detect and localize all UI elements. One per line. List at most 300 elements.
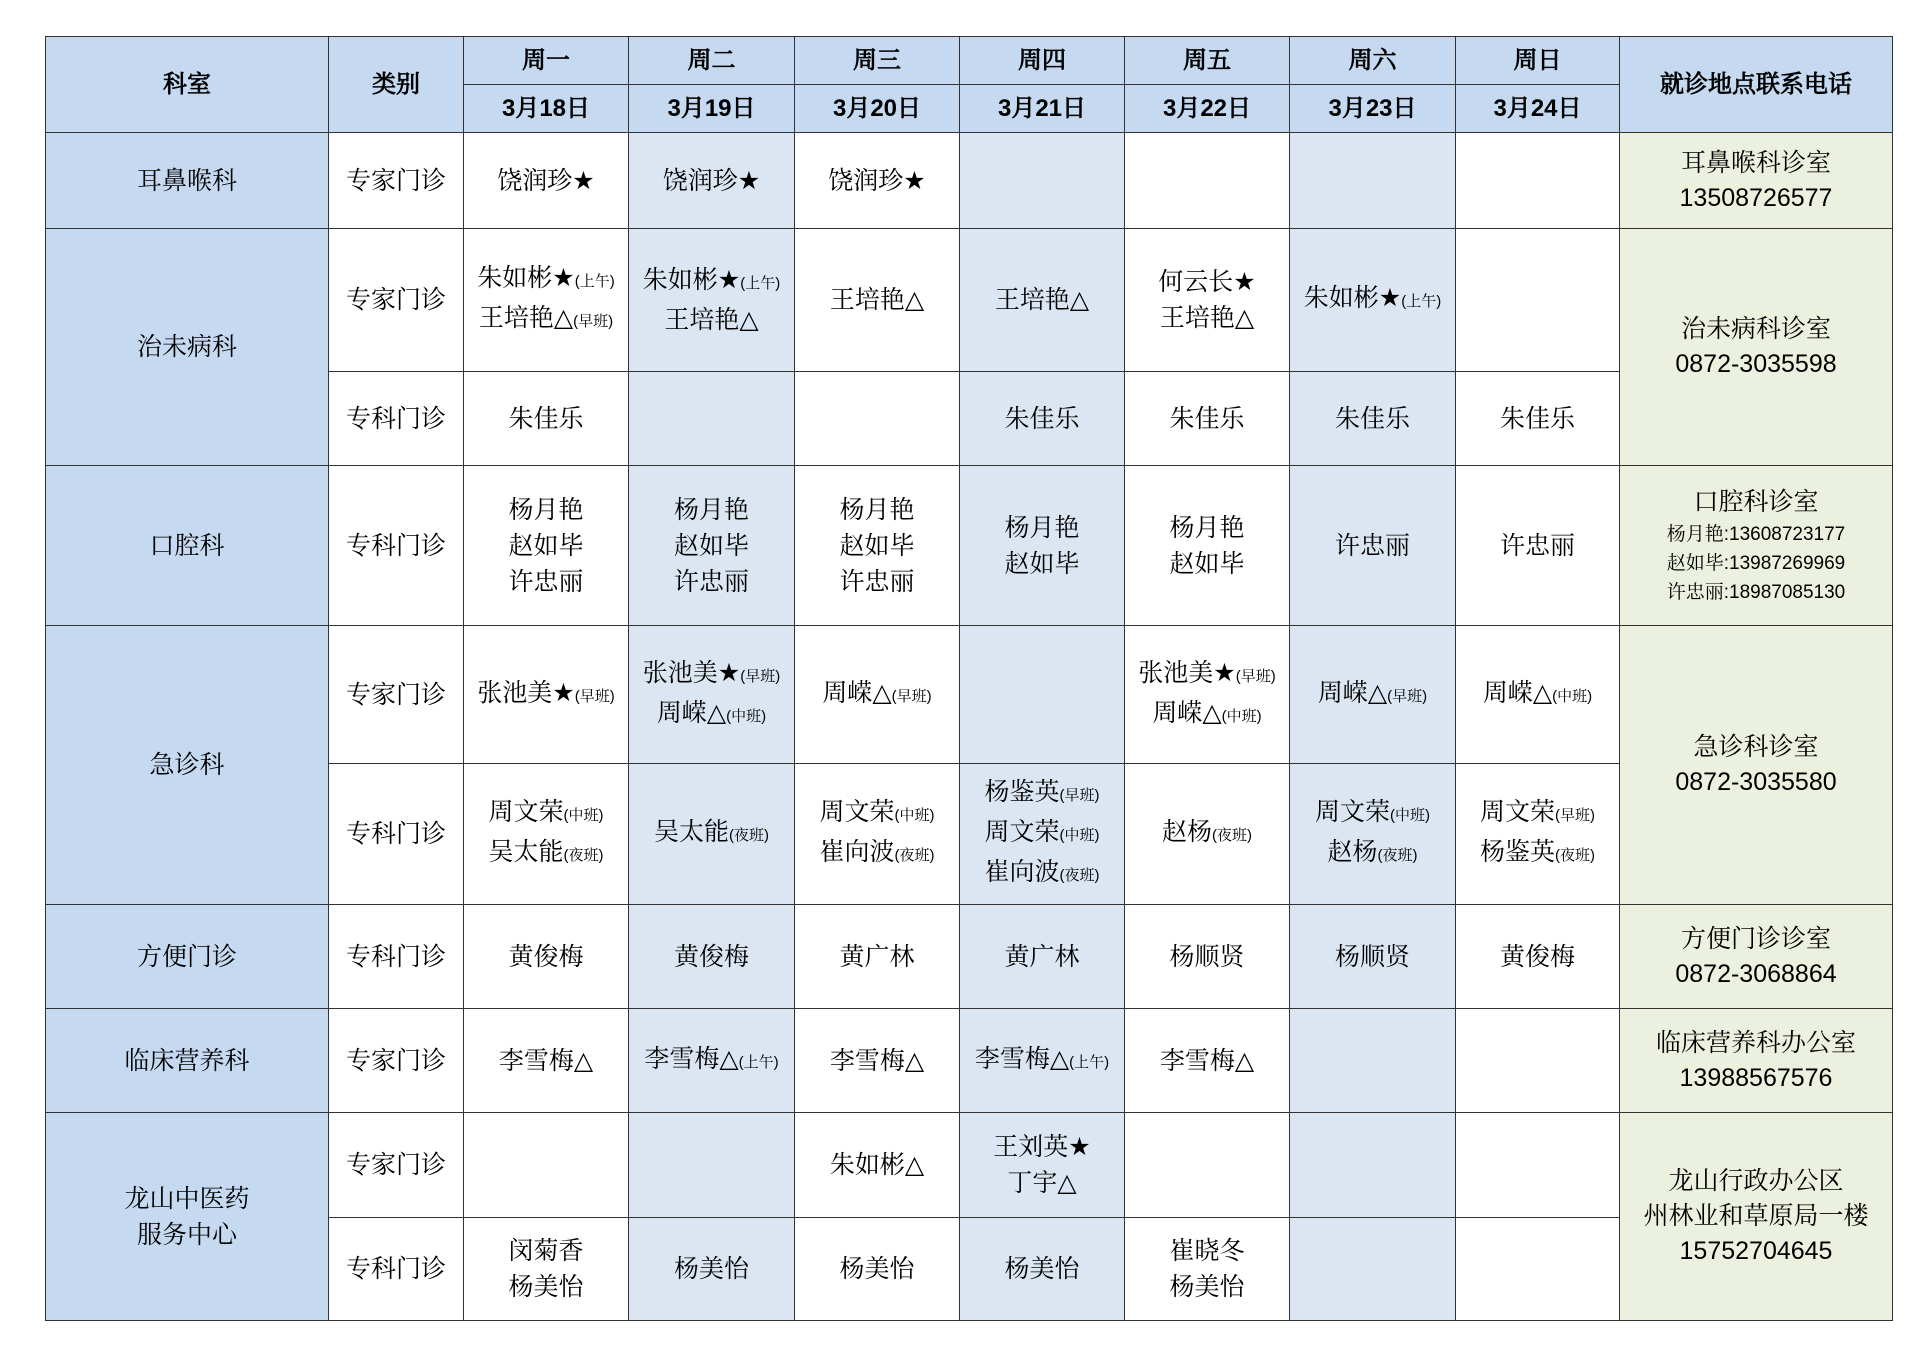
schedule-cell: [1125, 1009, 1290, 1113]
doctor-name: 朱如彬★: [1303, 284, 1402, 312]
doctor-entry: [674, 564, 749, 600]
schedule-cell: [960, 905, 1125, 1009]
schedule-cell: [1456, 626, 1620, 764]
doctor-name: 饶润珍★: [828, 166, 926, 195]
doctor-name: 张池美★: [477, 678, 575, 707]
doctor-entry: [508, 401, 583, 437]
doctor-entry: [1162, 814, 1252, 854]
shift-note: (上午): [738, 1053, 779, 1071]
department-name-line: 龙山中医药: [124, 1184, 250, 1213]
doctor-name: 李雪梅△: [829, 1046, 925, 1075]
doctor-entry: [984, 814, 1099, 854]
doctor-name: 崔晓冬: [1169, 1237, 1245, 1265]
schedule-cell: [629, 372, 795, 466]
department-name: [46, 1113, 329, 1321]
doctor-name: 杨鉴英: [1479, 838, 1555, 866]
doctor-name: 杨美怡: [1169, 1273, 1245, 1301]
schedule-cell: [1290, 133, 1456, 229]
doctor-entry: [674, 939, 749, 975]
header-category: 类别: [329, 37, 464, 133]
doctor-name: 周嵘△: [822, 678, 892, 707]
schedule-cell: [960, 466, 1125, 626]
schedule-cell: [1456, 133, 1620, 229]
contact-info: [1620, 905, 1893, 1009]
contact-phone: 许忠丽:18987085130: [1666, 581, 1846, 603]
doctor-name: 黄俊梅: [673, 942, 749, 971]
doctor-name: 周嵘△: [1152, 698, 1222, 727]
schedule-cell: [960, 1113, 1125, 1218]
contact-info: [1620, 1009, 1893, 1113]
schedule-cell: [1125, 466, 1290, 626]
contact-phone: 赵如毕:13987269969: [1666, 552, 1846, 574]
doctor-name: 杨月艳: [839, 495, 915, 524]
doctor-name: 杨美怡: [508, 1273, 584, 1301]
schedule-cell: [629, 1113, 795, 1218]
header-date: 3月22日: [1125, 85, 1290, 133]
doctor-name: 杨月艳: [1004, 513, 1080, 542]
doctor-name: 王培艳△: [829, 286, 925, 314]
doctor-entry: [1158, 264, 1255, 300]
schedule-cell: [1456, 466, 1620, 626]
doctor-entry: [1169, 1269, 1244, 1305]
schedule-cell: [1456, 1218, 1620, 1321]
category-label: 专家门诊: [329, 626, 464, 764]
doctor-entry: [1318, 675, 1427, 715]
contact-info: [1620, 1113, 1893, 1321]
doctor-name: 杨顺贤: [1334, 942, 1410, 971]
doctor-entry: [1169, 939, 1244, 975]
schedule-cell: [1456, 1113, 1620, 1218]
doctor-entry: [479, 300, 613, 340]
header-day: 周四: [960, 37, 1125, 85]
doctor-entry: [508, 564, 583, 600]
schedule-cell: [960, 1009, 1125, 1113]
shift-note: (早班): [740, 667, 781, 685]
shift-note: (夜班): [1555, 847, 1595, 864]
header-department: 科室: [46, 37, 329, 133]
doctor-name: 杨月艳: [673, 495, 749, 524]
doctor-entry: [995, 282, 1089, 318]
doctor-name: 朱佳乐: [1499, 404, 1575, 433]
schedule-cell: [464, 372, 629, 466]
header-date: 3月18日: [464, 85, 629, 133]
schedule-cell: [795, 1009, 960, 1113]
category-label: 专科门诊: [329, 905, 464, 1009]
schedule-cell: [795, 372, 960, 466]
schedule-cell: [629, 1218, 795, 1321]
doctor-entry: [1483, 675, 1592, 715]
schedule-cell: [960, 133, 1125, 229]
doctor-entry: [1500, 528, 1575, 564]
contact-place: 耳鼻喉科诊室: [1680, 148, 1831, 177]
doctor-name: 黄俊梅: [508, 942, 584, 971]
header-day: 周六: [1290, 37, 1456, 85]
doctor-entry: [1335, 528, 1410, 564]
doctor-name: 饶润珍★: [662, 166, 761, 195]
doctor-name: 黄俊梅: [1499, 942, 1575, 971]
doctor-name: 朱如彬★: [642, 266, 741, 294]
doctor-entry: [1304, 280, 1441, 320]
doctor-entry: [499, 1043, 593, 1079]
header-date: 3月23日: [1290, 85, 1456, 133]
contact-info: [1620, 466, 1893, 626]
doctor-entry: [657, 695, 766, 735]
doctor-name: 周文荣: [488, 798, 564, 826]
doctor-entry: [508, 492, 583, 528]
doctor-name: 李雪梅△: [974, 1044, 1070, 1073]
doctor-name: 崔向波: [819, 838, 895, 866]
category-label: 专科门诊: [329, 764, 464, 905]
schedule-cell: [1125, 1113, 1290, 1218]
schedule-cell: [795, 133, 960, 229]
doctor-name: 王培艳△: [1159, 304, 1255, 332]
doctor-name: 李雪梅△: [644, 1044, 739, 1073]
contact-info: [1620, 133, 1893, 229]
doctor-entry: [839, 528, 914, 564]
header-date: 3月24日: [1456, 85, 1620, 133]
schedule-cell: [464, 1113, 629, 1218]
doctor-entry: [674, 1251, 749, 1287]
shift-note: (早班): [573, 313, 614, 330]
header-contact: 就诊地点联系电话: [1620, 37, 1893, 133]
header-day: 周五: [1125, 37, 1290, 85]
doctor-entry: [828, 163, 925, 199]
header-day: 周二: [629, 37, 795, 85]
doctor-entry: [1160, 300, 1254, 336]
doctor-name: 赵如毕: [1004, 549, 1080, 578]
contact-place: 方便门诊诊室: [1680, 924, 1831, 953]
doctor-entry: [1007, 1165, 1076, 1201]
department-name: [46, 133, 329, 229]
category-label: 专家门诊: [329, 229, 464, 372]
shift-note: (中班): [1390, 807, 1430, 824]
contact-phone: 13988567576: [1679, 1063, 1833, 1092]
doctor-entry: [508, 528, 583, 564]
shift-note: (早班): [574, 687, 615, 705]
schedule-cell: [629, 1009, 795, 1113]
shift-note: (中班): [1059, 827, 1100, 844]
schedule-cell: [795, 1113, 960, 1218]
doctor-entry: [1004, 401, 1079, 437]
doctor-entry: [1169, 1233, 1244, 1269]
category-label: 专科门诊: [329, 466, 464, 626]
doctor-name: 吴太能: [488, 838, 564, 866]
shift-note: (中班): [1552, 687, 1593, 705]
schedule-cell: [1125, 764, 1290, 905]
doctor-name: 朱佳乐: [1334, 404, 1410, 433]
schedule-cell: [464, 764, 629, 905]
doctor-name: 张池美★: [1138, 658, 1236, 687]
doctor-entry: [984, 854, 1099, 894]
doctor-name: 黄广林: [1004, 942, 1080, 971]
shift-note: (中班): [726, 707, 767, 725]
schedule-cell: [1456, 372, 1620, 466]
schedule-cell: [1125, 372, 1290, 466]
doctor-entry: [839, 564, 914, 600]
doctor-name: 王刘英★: [993, 1133, 1091, 1161]
doctor-name: 杨月艳: [1169, 513, 1245, 542]
department-name-line: 方便门诊: [136, 942, 237, 971]
schedule-cell: [960, 372, 1125, 466]
schedule-cell: [629, 905, 795, 1009]
category-label: 专科门诊: [329, 372, 464, 466]
doctor-name: 王培艳△: [994, 286, 1090, 314]
doctor-name: 杨美怡: [839, 1255, 915, 1283]
shift-note: (早班): [1059, 787, 1100, 804]
doctor-name: 朱佳乐: [1169, 404, 1245, 433]
department-name: [46, 229, 329, 466]
shift-note: (早班): [891, 687, 932, 705]
schedule-cell: [1290, 1009, 1456, 1113]
doctor-entry: [654, 814, 769, 854]
schedule-cell: [464, 905, 629, 1009]
schedule-cell: [1290, 466, 1456, 626]
schedule-cell: [1290, 905, 1456, 1009]
doctor-name: 李雪梅△: [1159, 1046, 1255, 1075]
shift-note: (中班): [894, 807, 935, 824]
doctor-name: 吴太能: [653, 818, 729, 846]
doctor-entry: [488, 834, 603, 874]
schedule-cell: [1290, 626, 1456, 764]
schedule-cell: [464, 466, 629, 626]
doctor-name: 许忠丽: [1334, 531, 1410, 560]
category-label: 专家门诊: [329, 133, 464, 229]
doctor-entry: [477, 260, 614, 300]
shift-note: (夜班): [1212, 827, 1252, 844]
doctor-entry: [1169, 546, 1244, 582]
doctor-entry: [1152, 695, 1261, 735]
schedule-cell: [464, 133, 629, 229]
department-name-line: 耳鼻喉科: [136, 166, 237, 195]
doctor-name: 朱如彬△: [829, 1151, 925, 1179]
contact-phone: 13508726577: [1679, 183, 1833, 212]
schedule-cell: [1290, 229, 1456, 372]
doctor-entry: [984, 774, 1099, 814]
doctor-name: 杨月艳: [508, 495, 584, 524]
schedule-cell: [629, 466, 795, 626]
department-name-line: 急诊科: [149, 751, 225, 779]
header-date: 3月21日: [960, 85, 1125, 133]
doctor-name: 杨顺贤: [1169, 942, 1245, 971]
schedule-cell: [795, 905, 960, 1009]
shift-note: (夜班): [729, 827, 769, 844]
shift-note: (早班): [1555, 807, 1595, 824]
contact-place: 急诊科诊室: [1693, 733, 1819, 761]
doctor-entry: [508, 939, 583, 975]
department-name: [46, 1009, 329, 1113]
schedule-cell: [1456, 229, 1620, 372]
doctor-name: 杨美怡: [673, 1255, 749, 1283]
doctor-entry: [674, 492, 749, 528]
doctor-entry: [508, 1269, 583, 1305]
doctor-entry: [497, 163, 594, 199]
contact-info: [1620, 229, 1893, 466]
schedule-cell: [1290, 1218, 1456, 1321]
doctor-name: 朱佳乐: [508, 404, 584, 433]
doctor-entry: [839, 1251, 914, 1287]
doctor-entry: [1335, 939, 1410, 975]
doctor-name: 周嵘△: [1482, 678, 1553, 707]
header-day: 周三: [795, 37, 960, 85]
contact-phone: 0872-3035580: [1675, 768, 1837, 796]
doctor-name: 闵菊香: [508, 1237, 584, 1265]
doctor-name: 张池美★: [642, 658, 741, 687]
doctor-entry: [674, 528, 749, 564]
department-name: [46, 626, 329, 905]
header-date: 3月19日: [629, 85, 795, 133]
doctor-entry: [643, 262, 780, 302]
doctor-name: 赵如毕: [673, 531, 749, 560]
doctor-name: 王培艳△: [478, 304, 574, 332]
schedule-cell: [960, 764, 1125, 905]
shift-note: (中班): [1221, 707, 1262, 725]
schedule-cell: [629, 133, 795, 229]
doctor-name: 杨美怡: [1004, 1255, 1080, 1283]
contact-place: 临床营养科办公室: [1655, 1028, 1856, 1057]
schedule-cell: [464, 1218, 629, 1321]
doctor-entry: [1500, 939, 1575, 975]
shift-note: (夜班): [1377, 847, 1418, 864]
shift-note: (夜班): [563, 847, 604, 864]
header-day: 周一: [464, 37, 629, 85]
schedule-cell: [464, 229, 629, 372]
doctor-entry: [830, 1147, 924, 1183]
schedule-cell: [960, 229, 1125, 372]
doctor-name: 赵如毕: [508, 531, 584, 560]
schedule-cell: [795, 229, 960, 372]
doctor-entry: [663, 163, 760, 199]
doctor-entry: [839, 939, 914, 975]
schedule-cell: [795, 1218, 960, 1321]
schedule-cell: [464, 626, 629, 764]
doctor-entry: [822, 675, 931, 715]
department-name-line: 口腔科: [149, 531, 225, 560]
doctor-entry: [1315, 794, 1430, 834]
doctor-name: 许忠丽: [1499, 531, 1575, 560]
doctor-name: 李雪梅△: [498, 1046, 594, 1075]
doctor-entry: [1004, 1251, 1079, 1287]
doctor-entry: [508, 1233, 583, 1269]
doctor-name: 何云长★: [1158, 268, 1256, 296]
doctor-entry: [1004, 510, 1079, 546]
doctor-entry: [1160, 1043, 1254, 1079]
shift-note: (早班): [1387, 687, 1428, 705]
schedule-cell: [795, 626, 960, 764]
contact-phone: 杨月艳:13608723177: [1666, 523, 1846, 545]
schedule-cell: [960, 626, 1125, 764]
doctor-name: 赵杨: [1161, 818, 1212, 846]
shift-note: (上午): [1069, 1053, 1110, 1071]
doctor-name: 周文荣: [1479, 798, 1555, 826]
doctor-entry: [839, 492, 914, 528]
doctor-name: 丁宇△: [1007, 1169, 1077, 1197]
schedule-cell: [795, 466, 960, 626]
contact-phone: 0872-3068864: [1675, 959, 1837, 988]
doctor-entry: [975, 1041, 1109, 1081]
schedule-cell: [1125, 133, 1290, 229]
schedule-cell: [1456, 764, 1620, 905]
doctor-entry: [643, 655, 780, 695]
schedule-cell: [1456, 905, 1620, 1009]
contact-place: 治未病科诊室: [1680, 315, 1831, 343]
doctor-entry: [1327, 834, 1417, 874]
doctor-name: 许忠丽: [508, 567, 584, 596]
doctor-entry: [1169, 401, 1244, 437]
doctor-name: 王培艳△: [664, 306, 759, 334]
schedule-cell: [1125, 229, 1290, 372]
doctor-entry: [830, 1043, 924, 1079]
category-label: 专家门诊: [329, 1009, 464, 1113]
schedule-cell: [629, 764, 795, 905]
doctor-name: 杨鉴英: [984, 778, 1060, 806]
doctor-entry: [1335, 401, 1410, 437]
doctor-name: 周嵘△: [1317, 678, 1388, 707]
doctor-entry: [830, 282, 924, 318]
header-day: 周日: [1456, 37, 1620, 85]
doctor-name: 许忠丽: [839, 567, 915, 596]
doctor-entry: [819, 794, 934, 834]
schedule-cell: [795, 764, 960, 905]
contact-place: 口腔科诊室: [1693, 487, 1819, 516]
doctor-entry: [1480, 834, 1595, 874]
schedule-cell: [629, 229, 795, 372]
shift-note: (夜班): [1059, 867, 1100, 884]
department-name-line: 临床营养科: [124, 1046, 250, 1075]
schedule-cell: [1290, 372, 1456, 466]
doctor-entry: [1500, 401, 1575, 437]
doctor-name: 赵如毕: [1169, 549, 1245, 578]
contact-info: [1620, 626, 1893, 905]
shift-note: (中班): [563, 807, 604, 824]
shift-note: (上午): [740, 275, 781, 292]
doctor-entry: [664, 302, 758, 338]
department-name-line: 服务中心: [136, 1220, 237, 1249]
doctor-name: 周文荣: [1314, 798, 1390, 826]
doctor-name: 许忠丽: [673, 567, 749, 596]
schedule-cell: [1125, 905, 1290, 1009]
doctor-entry: [1004, 939, 1079, 975]
schedule-cell: [464, 1009, 629, 1113]
doctor-entry: [488, 794, 603, 834]
contact-place: 州林业和草原局一楼: [1643, 1202, 1869, 1230]
category-label: 专家门诊: [329, 1113, 464, 1218]
contact-phone: 0872-3035598: [1675, 350, 1837, 378]
department-name: [46, 905, 329, 1009]
doctor-entry: [819, 834, 934, 874]
schedule-cell: [1125, 626, 1290, 764]
shift-note: (上午): [574, 273, 615, 290]
doctor-name: 崔向波: [984, 858, 1060, 886]
shift-note: (上午): [1401, 293, 1442, 310]
contact-phone: 15752704645: [1679, 1237, 1833, 1265]
schedule-cell: [1456, 1009, 1620, 1113]
department-name: [46, 466, 329, 626]
schedule-cell: [1290, 764, 1456, 905]
doctor-name: 饶润珍★: [497, 166, 595, 195]
doctor-name: 赵如毕: [839, 531, 915, 560]
doctor-name: 朱如彬★: [477, 264, 575, 292]
doctor-name: 周文荣: [819, 798, 895, 826]
schedule-cell: [1290, 1113, 1456, 1218]
schedule-cell: [629, 626, 795, 764]
category-label: 专科门诊: [329, 1218, 464, 1321]
doctor-name: 黄广林: [839, 942, 915, 971]
doctor-entry: [477, 675, 614, 715]
shift-note: (夜班): [894, 847, 935, 864]
doctor-entry: [1169, 510, 1244, 546]
doctor-entry: [644, 1041, 778, 1081]
doctor-name: 周嵘△: [656, 698, 727, 727]
